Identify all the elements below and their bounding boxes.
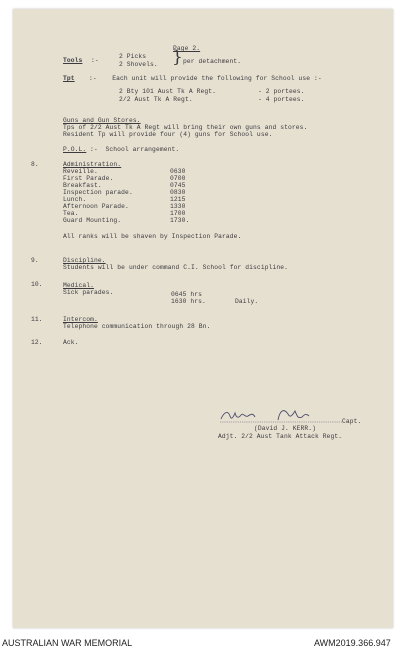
tpt-row-count-2: - 4 portees. [258, 96, 305, 103]
section-num-10: 10. [31, 281, 43, 288]
admin-time: 0830 [170, 189, 186, 196]
intercom-heading: Intercom. [63, 316, 98, 323]
tools-note: per detachment. [183, 58, 242, 65]
tpt-row-unit-2: 2/2 Aust Tk A Regt. [119, 96, 193, 103]
section-num-11: 11. [31, 316, 43, 323]
medical-heading: Medical. [63, 282, 95, 289]
page-label: Page 2. [173, 45, 201, 52]
admin-label: Lunch. [63, 196, 87, 203]
signature-title: Adjt. 2/2 Aust Tank Attack Regt. [218, 433, 343, 440]
admin-time: 0700 [170, 175, 186, 182]
admin-time: 0745 [170, 182, 186, 189]
footer-accession-number: AWM2019.366.947 [314, 638, 391, 648]
tools-heading: Tools [63, 57, 83, 64]
admin-label: First Parade. [63, 175, 114, 182]
signature-name: (David J. KERR.) [254, 425, 317, 432]
tools-separator: :- [91, 57, 99, 64]
admin-note: All ranks will be shaven by Inspection Parade. [63, 233, 242, 240]
handwritten-signature [218, 404, 343, 426]
admin-label: Tea. [63, 210, 79, 217]
admin-time: 1215 [170, 196, 186, 203]
guns-line-1: Tps of 2/2 Aust Tk A Regt will bring their own guns and stores. [63, 124, 308, 131]
tools-item-picks: 2 Picks [119, 53, 147, 60]
admin-label: Guard Mounting. [63, 217, 122, 224]
guns-heading: Guns and Gun Stores. [63, 117, 141, 124]
tpt-intro: :- Each unit will provide the following for School use :- [89, 75, 322, 82]
admin-label: Breakfast. [63, 182, 102, 189]
tpt-heading: Tpt [63, 75, 75, 82]
tpt-row-count-1: - 2 portees. [258, 88, 305, 95]
brace-glyph: } [172, 47, 183, 67]
discipline-heading: Discipline. [63, 257, 106, 264]
admin-time: 1330 [170, 203, 186, 210]
tpt-row-unit-1: 2 Bty 101 Aust Tk A Regt. [119, 88, 216, 95]
ack-heading: Ack. [63, 339, 79, 346]
admin-heading: Administration. [63, 161, 122, 168]
section-num-12: 12. [31, 339, 43, 346]
section-num-8: 8. [31, 161, 39, 168]
medical-time-1: 0645 hrs [171, 291, 203, 298]
discipline-text: Students will be under command C.I. School for discipline. [63, 264, 288, 271]
admin-label: Reveille. [63, 168, 98, 175]
medical-label: Sick parades. [63, 289, 114, 296]
pol-heading: P.O.L. [63, 146, 87, 153]
admin-time: 1730. [170, 217, 190, 224]
admin-time: 1700 [170, 210, 186, 217]
pol-text: :- School arrangement. [90, 146, 180, 153]
section-num-9: 9. [31, 257, 39, 264]
signature-rank: Capt. [342, 418, 362, 425]
intercom-text: Telephone communication through 28 Bn. [63, 323, 211, 330]
guns-line-2: Resident Tp will provide four (4) guns for School use. [63, 131, 273, 138]
admin-label: Afternoon Parade. [63, 203, 129, 210]
admin-time: 0630 [170, 168, 186, 175]
admin-label: Inspection parade. [63, 189, 133, 196]
medical-frequency: Daily. [235, 298, 259, 305]
medical-time-2: 1630 hrs. [171, 298, 206, 305]
tools-item-shovels: 2 Shovels. [119, 61, 158, 68]
footer-institution: AUSTRALIAN WAR MEMORIAL [2, 638, 133, 648]
